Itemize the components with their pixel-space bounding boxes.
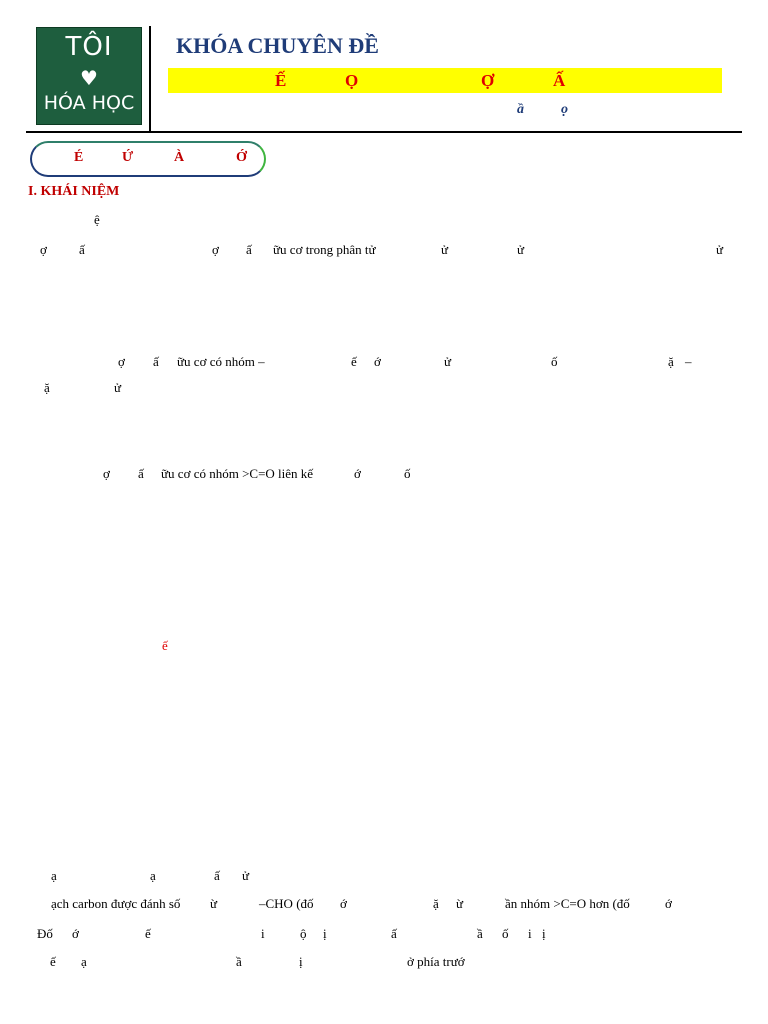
text-fragment: ữu cơ có nhóm >C=O liên kế xyxy=(161,466,314,481)
banner-fragment: Ớ xyxy=(236,150,247,165)
text-fragment: ặ xyxy=(433,896,439,911)
text-fragment: ợ xyxy=(118,354,125,369)
text-fragment: ử xyxy=(444,354,452,369)
text-fragment: ấ xyxy=(391,926,397,941)
subtitle-fragment: Ợ xyxy=(481,71,495,90)
text-fragment: ộ xyxy=(300,926,307,941)
banner-fragment: É xyxy=(74,150,84,165)
header-horizontal-divider xyxy=(26,131,742,133)
subtitle-fragment: Ấ xyxy=(553,71,566,90)
text-fragment: ử xyxy=(517,242,525,257)
text-fragment: ố xyxy=(404,466,411,481)
section-heading: I. KHÁI NIỆM xyxy=(28,184,120,199)
heart-icon: ♥ xyxy=(80,66,98,90)
text-fragment: – xyxy=(685,354,692,369)
text-fragment: ớ xyxy=(340,896,347,911)
course-title: KHÓA CHUYÊN ĐỀ xyxy=(176,33,379,58)
text-fragment: ạ xyxy=(51,868,57,883)
text-fragment: ệ xyxy=(94,212,100,227)
text-fragment: i xyxy=(261,926,265,941)
text-fragment: ố xyxy=(551,354,558,369)
text-fragment: ợ xyxy=(103,466,110,481)
text-fragment: ớ xyxy=(374,354,381,369)
text-fragment: ử xyxy=(441,242,449,257)
logo-line-1: TÔI xyxy=(65,32,113,62)
text-fragment: ấ xyxy=(153,354,159,369)
text-fragment: ạch carbon được đánh số xyxy=(51,896,181,911)
text-fragment: ị xyxy=(542,926,546,941)
text-fragment: ấ xyxy=(246,242,252,257)
text-fragment: ử xyxy=(114,380,122,395)
text-fragment: ấ xyxy=(138,466,144,481)
text-fragment: ần nhóm >C=O hơn (đố xyxy=(505,896,630,911)
text-fragment: ớ xyxy=(665,896,672,911)
text-fragment: ầ xyxy=(236,954,242,969)
banner-fragment: À xyxy=(174,150,185,165)
header-vertical-divider xyxy=(149,26,151,132)
text-fragment: ặ xyxy=(44,380,50,395)
text-fragment: ị xyxy=(299,954,303,969)
section-banner xyxy=(30,141,266,177)
text-fragment: i xyxy=(528,926,532,941)
text-fragment: ầ xyxy=(477,926,483,941)
text-fragment: ở phía trướ xyxy=(407,954,465,969)
text-fragment: ặ xyxy=(668,354,674,369)
text-fragment: ữu cơ có nhóm – xyxy=(177,354,265,369)
text-fragment: ợ xyxy=(40,242,47,257)
subtitle-highlight-bar xyxy=(168,68,722,93)
text-fragment: ớ xyxy=(354,466,361,481)
text-fragment: ừ xyxy=(456,896,464,911)
subtitle-fragment: Ọ xyxy=(345,71,359,90)
author-fragment: ầ xyxy=(517,102,524,117)
red-text-fragment: ế xyxy=(162,638,168,653)
text-fragment: ế xyxy=(50,954,56,969)
text-fragment: ừ xyxy=(210,896,218,911)
text-fragment: ấ xyxy=(214,868,220,883)
text-fragment: Đố xyxy=(37,926,53,941)
author-fragment: ọ xyxy=(561,102,568,117)
text-fragment: ớ xyxy=(72,926,79,941)
text-fragment: ử xyxy=(242,868,250,883)
text-fragment: ị xyxy=(323,926,327,941)
text-fragment: ữu cơ trong phân tử xyxy=(273,242,376,257)
logo-line-2: HÓA HỌC xyxy=(43,92,135,114)
text-fragment: ố xyxy=(502,926,509,941)
text-fragment: ế xyxy=(145,926,151,941)
text-fragment: ạ xyxy=(150,868,156,883)
text-fragment: ế xyxy=(351,354,357,369)
text-fragment: –CHO (đố xyxy=(259,896,314,911)
text-fragment: ợ xyxy=(212,242,219,257)
banner-fragment: Ứ xyxy=(122,150,134,165)
text-fragment: ạ xyxy=(81,954,87,969)
text-fragment: ấ xyxy=(79,242,85,257)
logo xyxy=(36,27,142,125)
text-fragment: ử xyxy=(716,242,724,257)
subtitle-fragment: Ế xyxy=(275,71,287,90)
